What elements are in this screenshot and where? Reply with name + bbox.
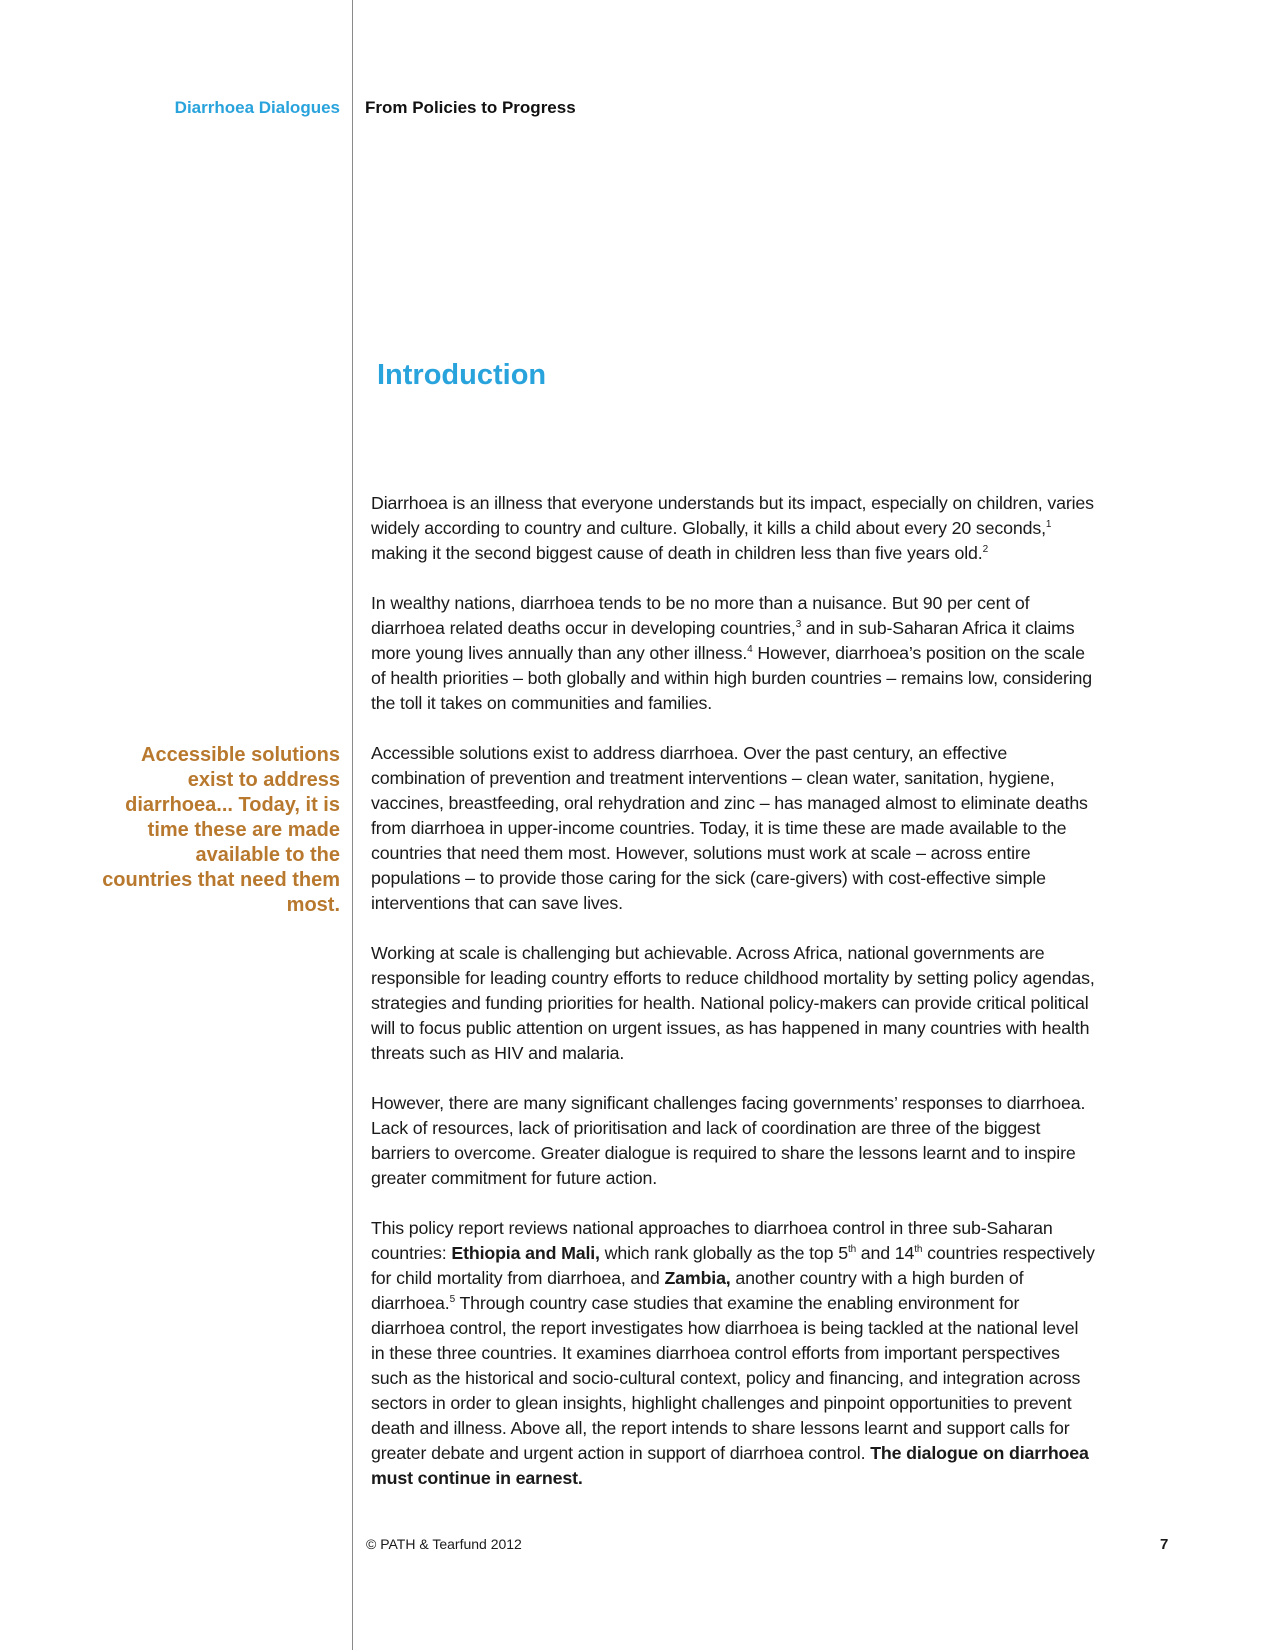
paragraph-2: In wealthy nations, diarrhoea tends to be no more than a nuisance. But 90 per cent of diarrhoea related deaths occur in developing countries,$^3$ and in sub-Saharan Africa it claims more young lives annually than any other illness.$^4$ However, diarrhoea’s position on the scale of health priorities – both globally and within high burden countries – remains low, considering the toll it takes on communities and families.	[371, 593, 1092, 713]
paragraph-1: Diarrhoea is an illness that everyone understands but its impact, especially on children, varies widely according to country and culture. Globally, it kills a child about every 20 seconds,$^1$ making it the second biggest cause of death in children less than five years old.$^2$	[371, 493, 1094, 563]
footnote-ref-5: 5	[449, 1294, 455, 1306]
running-header-series: Diarrhoea Dialogues	[174, 98, 340, 117]
footer-copyright: © PATH & Tearfund 2012	[366, 1536, 522, 1552]
country-names-ethiopia-mali: Ethiopia and Mali,	[451, 1243, 600, 1263]
page-number: 7	[1160, 1536, 1169, 1553]
closing-statement: The dialogue on diarrhoea must continue in earnest.	[371, 1443, 1089, 1488]
paragraph-5: However, there are many significant challenges facing governments’ responses to diarrhoea. Lack of resources, lack of prioritisation and lack of coordination are three of the biggest barriers to overcome. Greater dialogue is required to share the lessons learnt and to inspire greater commitment for future action.	[371, 1093, 1086, 1188]
paragraph-6: This policy report reviews national approaches to diarrhoea control in three sub-Saharan countries: Ethiopia and Mali, which rank globally as the top 5th and 14th countries respectively for child mortality from diarrhoea, and Zambia, another country with a high burden of diarrhoea.$^5$ Through country case studies that examine the enabling environment for diarrhoea control, the report investigates how diarrhoea is being tackled at the national level in these three countries. It examines diarrhoea control efforts from important perspectives such as the historical and socio-cultural context, policy and financing, and integration across sectors in order to glean insights, highlight challenges and pinpoint opportunities to prevent death and illness. Above all, the report intends to share lessons learnt and support calls for greater debate and urgent action in support of diarrhoea control. The dialogue on diarrhoea must continue in earnest.	[371, 1218, 1095, 1488]
paragraph-3: Accessible solutions exist to address diarrhoea. Over the past century, an effective combination of prevention and treatment interventions – clean water, sanitation, hygiene, vaccines, breastfeeding, oral rehydration and zinc – has managed almost to eliminate deaths from diarrhoea in upper-income countries. Today, it is time these are made available to the countries that need them most. However, solutions must work at scale – across entire populations – to provide those caring for the sick (care-givers) with cost-effective simple interventions that can save lives.	[371, 743, 1088, 913]
body-text	[371, 491, 1096, 1516]
running-header-report: From Policies to Progress	[365, 98, 576, 117]
pull-quote: Accessible solutions exist to address diarrhoea... Today, it is time these are made available to the countries that need them most.	[102, 744, 340, 916]
page-title: Introduction	[377, 359, 547, 391]
footnote-ref-4: 4	[747, 644, 753, 656]
column-divider	[352, 0, 353, 1650]
paragraph-4: Working at scale is challenging but achievable. Across Africa, national governments are responsible for leading country efforts to reduce childhood mortality by setting policy agendas, strategies and funding priorities for health. National policy-makers can provide critical political will to focus public attention on urgent issues, as has happened in many countries with health threats such as HIV and malaria.	[371, 943, 1095, 1063]
footnote-ref-1: 1	[1045, 519, 1052, 531]
footnote-ref-3: 3	[795, 619, 802, 631]
footnote-ref-2: 2	[982, 544, 988, 556]
country-name-zambia: Zambia,	[664, 1268, 731, 1288]
